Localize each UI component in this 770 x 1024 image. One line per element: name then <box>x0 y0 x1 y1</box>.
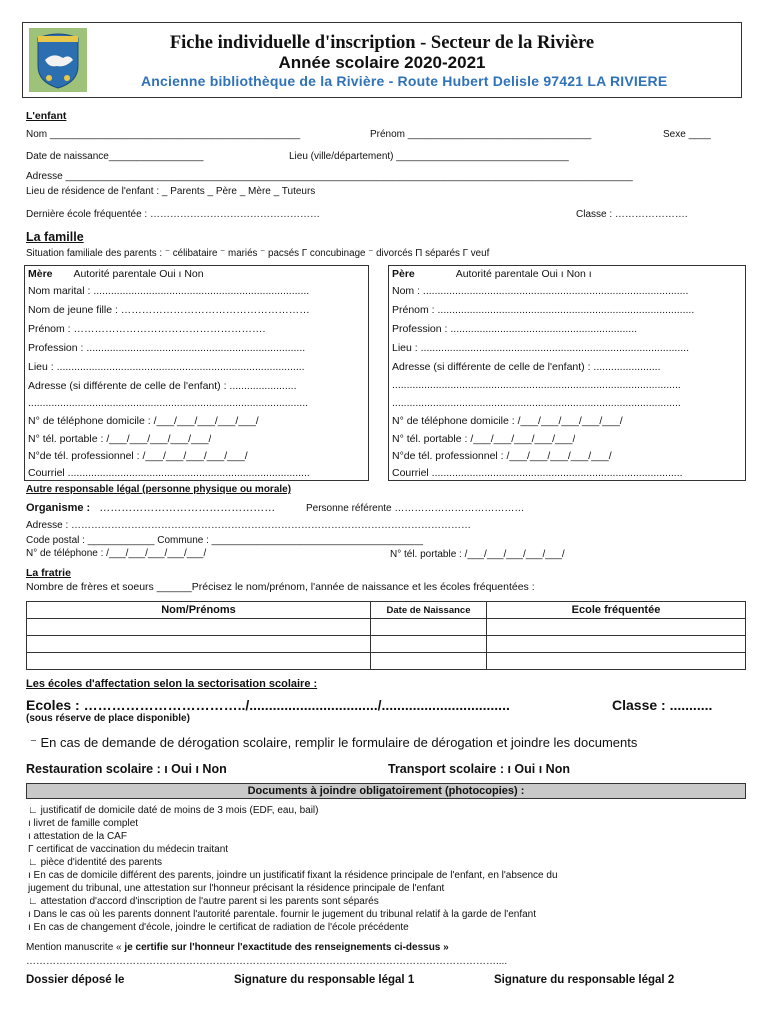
table-cell[interactable] <box>27 619 371 636</box>
field-sexe[interactable]: Sexe ____ <box>663 129 711 140</box>
mere-courriel[interactable]: Courriel ................................................................................... <box>28 467 310 479</box>
mere-adresse[interactable]: Adresse (si différente de celle de l'enfant) : ....................... <box>28 380 297 392</box>
mention-line[interactable]: …………………………………………………………………………………………………………………………….... <box>26 956 508 967</box>
dossier-depose: Dossier déposé le <box>26 974 125 986</box>
doc-certificat-vaccination[interactable]: Γ certificat de vaccination du médecin traitant <box>28 844 229 855</box>
pere-box <box>388 265 746 481</box>
mere-header <box>28 268 204 280</box>
doc-livret-famille[interactable]: ı livret de famille complet <box>28 818 139 829</box>
derogation-note[interactable]: ⁻ En cas de demande de dérogation scolaire, remplir le formulaire de dérogation et joindre les documents <box>30 735 638 750</box>
pere-tel-portable[interactable]: N° tél. portable : /___/___/___/___/___/ <box>392 433 576 445</box>
section-famille: La famille <box>26 230 84 244</box>
pere-tel-pro[interactable]: N°de tél. professionnel : /___/___/___/___/___/ <box>392 450 612 462</box>
table-cell[interactable] <box>371 636 487 653</box>
field-autre-portable[interactable]: N° tél. portable : /___/___/___/___/___/ <box>390 549 565 560</box>
school-year: Année scolaire 2020-2021 <box>278 53 486 72</box>
section-ecoles: Les écoles d'affectation selon la sectorisation scolaire : <box>26 678 318 690</box>
pere-tel-domicile[interactable]: N° de téléphone domicile : /___/___/___/___/___/ <box>392 415 623 427</box>
field-date-naissance[interactable]: Date de naissance_________________ <box>26 151 204 162</box>
situation-familiale[interactable]: Situation familiale des parents : ⁻ célibataire ⁻ mariés ⁻ pacsés Γ concubinage ⁻ divorcés Π séparés Γ veuf <box>26 248 490 259</box>
table-cell[interactable] <box>487 636 746 653</box>
table-cell[interactable] <box>27 653 371 670</box>
field-lieu-naissance[interactable]: Lieu (ville/département) _______________________________ <box>289 151 569 162</box>
mere-tel-domicile[interactable]: N° de téléphone domicile : /___/___/___/___/___/ <box>28 415 259 427</box>
field-code-postal-commune[interactable]: Code postal : ____________ Commune : ______________________________________ <box>26 535 424 546</box>
signature-responsable-2: Signature du responsable légal 2 <box>494 974 675 986</box>
table-row <box>27 653 746 670</box>
pere-adresse[interactable]: Adresse (si différente de celle de l'enfant) : ....................... <box>392 361 661 373</box>
field-ecoles-classe[interactable]: Classe : ........... <box>612 697 713 713</box>
mere-prenom[interactable]: Prénom : ………………………………………………. <box>28 323 266 335</box>
pere-prenom[interactable]: Prénom : ........................................................................................ <box>392 304 695 316</box>
doc-attestation-caf[interactable]: ı attestation de la CAF <box>28 831 127 842</box>
table-row <box>27 619 746 636</box>
reserve-note: (sous réserve de place disponible) <box>26 713 190 724</box>
pere-autorite[interactable]: Autorité parentale Oui ı Non ı <box>455 268 592 280</box>
table-cell[interactable] <box>487 619 746 636</box>
fratrie-table <box>26 601 746 670</box>
section-autre-responsable: Autre responsable légal (personne physique ou morale) <box>26 484 292 495</box>
mere-lieu[interactable]: Lieu : ..................................................................................... <box>28 361 305 373</box>
doc-accord-autre-parent[interactable]: ∟ attestation d'accord d'inscription de l'autre parent si les parents sont séparés <box>28 896 379 907</box>
pere-profession[interactable]: Profession : ................................................................ <box>392 323 638 335</box>
pere-lieu[interactable]: Lieu : ............................................................................................ <box>392 342 689 354</box>
field-adresse[interactable]: Adresse ______________________________________________________________________________________________________ <box>26 171 633 182</box>
form-title: Fiche individuelle d'inscription - Secteur de la Rivière <box>169 33 595 53</box>
pere-adresse-suite-1[interactable]: ................................................................................................... <box>392 379 681 391</box>
mere-nom-jeune-fille[interactable]: Nom de jeune fille : ……………………………………………… <box>28 304 310 316</box>
doc-piece-identite[interactable]: ∟ pièce d'identité des parents <box>28 857 163 868</box>
mere-tel-pro[interactable]: N°de tél. professionnel : /___/___/___/___/___/ <box>28 450 248 462</box>
table-cell[interactable] <box>487 653 746 670</box>
field-autre-adresse[interactable]: Adresse : ………………………………………………………………………………………………………… <box>26 520 472 531</box>
mere-autorite[interactable]: Autorité parentale Oui ı Non <box>73 268 204 280</box>
organisme-dots: ………………………………………… <box>99 502 276 514</box>
col-nom-prenoms: Nom/Prénoms <box>27 602 371 619</box>
doc-jugement-tribunal[interactable]: ı Dans le cas où les parents donnent l'autorité parentale. fournir le jugement du tribunal relatif à la garde de l'enfant <box>28 909 537 920</box>
doc-justificatif-domicile[interactable]: ∟ justificatif de domicile daté de moins de 3 mois (EDF, eau, bail) <box>28 805 319 816</box>
mention-bold: je certifie sur l'honneur l'exactitude des renseignements ci-dessus » <box>124 942 449 953</box>
section-fratrie: La fratrie <box>26 567 71 579</box>
section-enfant: L'enfant <box>26 110 67 122</box>
mention-manuscrite <box>26 942 449 953</box>
mere-nom-marital[interactable]: Nom marital : .......................................................................... <box>28 285 310 297</box>
pere-nom[interactable]: Nom : ........................................................................................... <box>392 285 689 297</box>
mere-tel-portable[interactable]: N° tél. portable : /___/___/___/___/___/ <box>28 433 212 445</box>
restauration-scolaire[interactable]: Restauration scolaire : ı Oui ı Non <box>26 762 227 776</box>
pere-adresse-suite-2[interactable]: ................................................................................................... <box>392 397 681 409</box>
mere-title: Mère <box>28 268 53 280</box>
field-ecoles[interactable]: Ecoles : ……………………………../................................./................................. <box>26 697 510 713</box>
table-cell[interactable] <box>27 636 371 653</box>
header-box <box>22 22 742 98</box>
table-cell[interactable] <box>371 653 487 670</box>
mention-prefix: Mention manuscrite « <box>26 942 125 953</box>
field-prenom[interactable]: Prénom _________________________________ <box>370 129 592 140</box>
col-ecole-frequentee: Ecole fréquentée <box>487 602 746 619</box>
organisme-label: Organisme : <box>26 502 91 514</box>
field-classe[interactable]: Classe : …………………. <box>576 209 688 220</box>
field-organisme[interactable] <box>26 502 275 514</box>
table-cell[interactable] <box>371 619 487 636</box>
doc-domicile-different-suite: jugement du tribunal, une attestation sur l'honneur précisant la résidence principale de l'enfant <box>28 883 445 894</box>
pere-header <box>392 268 592 280</box>
field-nom[interactable]: Nom _____________________________________________ <box>26 129 301 140</box>
field-ecole[interactable]: Dernière école fréquentée : …………………………………………… <box>26 209 320 220</box>
table-row <box>27 636 746 653</box>
field-autre-tel[interactable]: N° de téléphone : /___/___/___/___/___/ <box>26 548 207 559</box>
field-personne-referente[interactable]: Personne référente ………………………………… <box>306 503 525 514</box>
mere-profession[interactable]: Profession : ........................................................................... <box>28 342 306 354</box>
fratrie-header-row <box>27 602 746 619</box>
doc-domicile-different[interactable]: ı En cas de domicile différent des parents, joindre un justificatif fixant la résidence principale de l'enfant, en l'absence du <box>28 870 558 881</box>
col-date-naissance: Date de Naissance <box>371 602 487 619</box>
field-nombre-freres[interactable]: Nombre de frères et soeurs ______Précisez le nom/prénom, l'année de naissance et les écoles fréquentées : <box>26 581 535 593</box>
doc-certificat-radiation[interactable]: ı En cas de changement d'école, joindre le certificat de radiation de l'école précédente <box>28 922 409 933</box>
mere-adresse-suite[interactable]: ................................................................................................ <box>28 397 309 409</box>
field-residence[interactable]: Lieu de résidence de l'enfant : _ Parents _ Père _ Mère _ Tuteurs <box>26 186 316 197</box>
header-address: Ancienne bibliothèque de la Rivière - Route Hubert Delisle 97421 LA RIVIERE <box>141 73 668 89</box>
mere-box <box>24 265 369 481</box>
documents-title-bar: Documents à joindre obligatoirement (photocopies) : <box>26 783 746 799</box>
signature-responsable-1: Signature du responsable légal 1 <box>234 974 415 986</box>
pere-courriel[interactable]: Courriel ...................................................................................... <box>392 467 683 479</box>
transport-scolaire[interactable]: Transport scolaire : ı Oui ı Non <box>388 762 570 776</box>
pere-title: Père <box>392 268 415 280</box>
